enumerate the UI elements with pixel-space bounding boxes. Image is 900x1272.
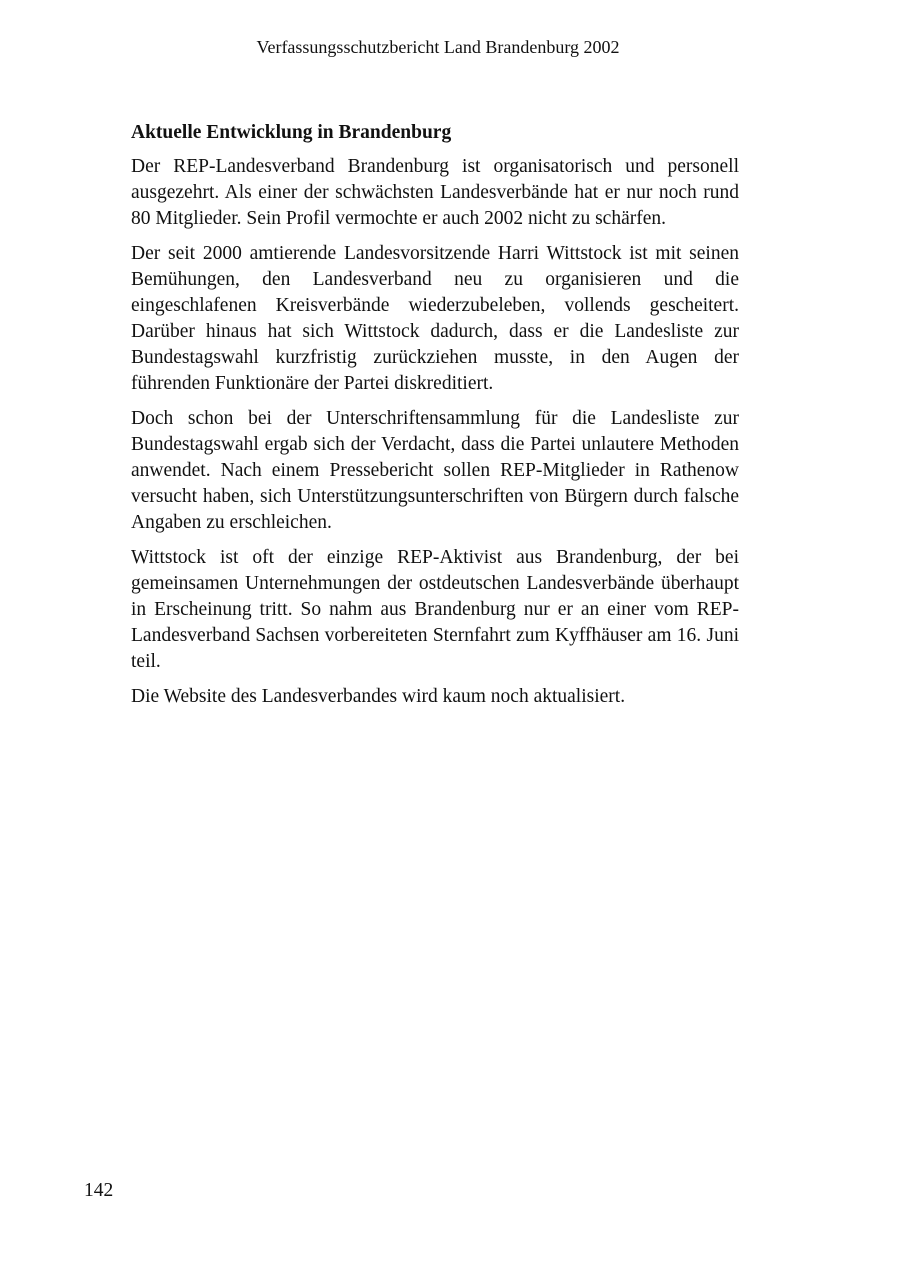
document-body: [131, 120, 739, 719]
paragraph-4: Wittstock ist oft der einzige REP-Aktivist aus Brandenburg, der bei gemeinsamen Unternehmungen der ostdeutschen Landesverbände überhaupt in Erscheinung tritt. So nahm aus Brandenburg nur er an einer vom REP-Landesverband Sachsen vorbereiteten Sternfahrt zum Kyffhäuser am 16. Juni teil.: [131, 547, 739, 672]
paragraph-1: Der REP-Landesverband Brandenburg ist organisatorisch und personell ausgezehrt. Als einer der schwächsten Landesverbände hat er nur noch rund 80 Mitglieder. Sein Profil vermochte er auch 2002 nicht zu schärfen.: [131, 156, 739, 229]
paragraph-5: Die Website des Landesverbandes wird kaum noch aktualisiert.: [131, 686, 626, 707]
section-heading: Aktuelle Entwicklung in Brandenburg: [131, 122, 452, 143]
paragraph-2: Der seit 2000 amtierende Landesvorsitzende Harri Wittstock ist mit seinen Bemühungen, den Landesverband neu zu organisieren und die eingeschlafenen Kreisverbände wiederzubeleben, vollends gescheitert. Darüber hinaus hat sich Wittstock dadurch, dass er die Landesliste zur Bundestagswahl kurzfristig zurückziehen musste, in den Augen der führenden Funktionäre der Partei diskreditiert.: [131, 243, 739, 394]
paragraph-3: Doch schon bei der Unterschriftensammlung für die Landesliste zur Bundestagswahl ergab sich der Verdacht, dass die Partei unlautere Methoden anwendet. Nach einem Pressebericht sollen REP-Mitglieder in Rathenow versucht haben, sich Unterstützungsunterschriften von Bürgern durch falsche Angaben zu erschleichen.: [131, 408, 739, 533]
page-number: 142: [84, 1180, 114, 1201]
running-header: Verfassungsschutzbericht Land Brandenburg 2002: [256, 37, 620, 57]
